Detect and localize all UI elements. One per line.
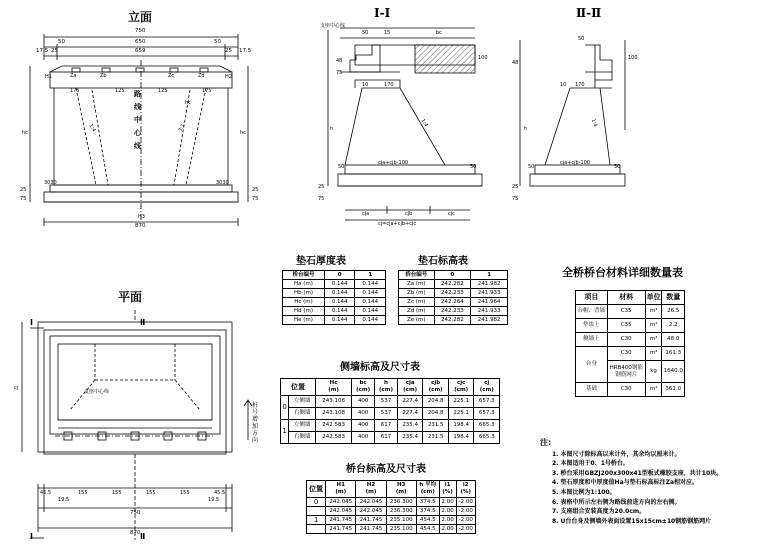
table-cell: 617 (375, 432, 398, 444)
plan-dim-155-3: 155 (146, 490, 156, 496)
elev-label-zc: Zc (168, 73, 175, 79)
table-cell: 241.982 (471, 280, 508, 289)
table-cell: 225.1 (448, 396, 474, 408)
table-cell: 242.583 (316, 420, 352, 432)
note-item: 6. 表格中所示左右侧为路线前进方向的左右侧。 (552, 498, 681, 506)
table-cell: 2.00 (439, 525, 456, 534)
table-row (307, 498, 476, 507)
elev-slope-right: 3:1 (177, 123, 187, 133)
table-cell: 0.144 (355, 298, 386, 307)
table-cell: 204.8 (423, 396, 449, 408)
table-cell: 235.4 (397, 420, 423, 432)
table-cell: m³ (645, 319, 662, 333)
table-cell: 侧墙上 (576, 333, 608, 347)
elev-label-hc: hc (185, 100, 191, 106)
table-cell: 垫块上 (576, 319, 608, 333)
table-row (283, 289, 386, 298)
material-header: 数量 (662, 291, 685, 305)
sec2-slope: 1:4 (589, 118, 599, 128)
table-cell: 26.5 (662, 305, 685, 319)
table-cell: 665.3 (474, 420, 500, 432)
abut-header: h 平均 (cm) (416, 481, 439, 498)
table-cell: 241.964 (471, 298, 508, 307)
wing-table-title: 侧墙标高及尺寸表 (340, 362, 420, 373)
elev-dim-50-left: 50 (58, 39, 65, 45)
table-row (281, 408, 500, 420)
sec1-side-25: 25 (318, 184, 325, 190)
wing-header: h (cm) (375, 379, 398, 396)
sec1-bottom-total: cj=cja+cjb+cjc (378, 221, 417, 227)
table-row (576, 333, 685, 347)
wing-header: bc (cm) (352, 379, 375, 396)
abut-header: i2 (%) (456, 481, 475, 498)
section-1-view (328, 28, 482, 220)
table-cell: 0.144 (324, 307, 355, 316)
elevation-title: 立面 (128, 10, 153, 24)
table-cell: HRB400钢筋 钢筋网片 (607, 361, 645, 383)
elev-dim-17.5-right: 17.5 (239, 48, 252, 54)
pad-thickness-header: 0 (324, 271, 355, 280)
table-cell: 400 (352, 420, 375, 432)
elev-side-25-right: 25 (252, 187, 259, 193)
table-cell: 2.2 (662, 319, 685, 333)
plan-arrow-label: 桩号增加方向 (252, 402, 259, 444)
table-cell: 537 (375, 408, 398, 420)
elev-label-zd: Zd (198, 73, 205, 79)
table-cell (307, 507, 326, 516)
table-cell: 1 (307, 516, 326, 525)
abut-header: H2 (m) (356, 481, 386, 498)
table-cell: 右侧墙 (289, 408, 316, 420)
table-cell: m³ (645, 333, 662, 347)
plan-dim-155-4: 155 (180, 490, 190, 496)
table-cell: 241.933 (471, 307, 508, 316)
plan-section-mark-1-top: Ⅰ (30, 318, 33, 327)
table-cell: C35 (607, 319, 645, 333)
table-cell: -2.00 (456, 516, 475, 525)
plan-section-mark-2-top: Ⅱ (140, 318, 146, 327)
table-cell: 242.233 (434, 307, 471, 316)
note-item: 8. U台台身及侧墙外表面设置15x15cm±10钢筋钢筋网片 (552, 517, 712, 525)
sec1-slope: 1:4 (419, 118, 429, 128)
plan-title: 平面 (118, 290, 143, 304)
elev-label-za: Za (70, 73, 77, 79)
sec2-dim-100: 100 (628, 55, 638, 61)
sec1-dim-100: 100 (478, 55, 488, 61)
abut-table (306, 480, 476, 534)
table-cell: 0.144 (355, 289, 386, 298)
table-cell: 242.264 (434, 298, 471, 307)
table-cell: 241.933 (471, 289, 508, 298)
table-cell: Hc (m) (283, 298, 325, 307)
elev-dim-25-left: 25 (51, 48, 58, 54)
wing-header: cja (cm) (397, 379, 423, 396)
pad-elev-header: 桥台编号 (399, 271, 435, 280)
table-cell: C30 (607, 333, 645, 347)
notes-heading: 注: (540, 438, 552, 447)
table-cell: 1 (281, 420, 289, 444)
sec1-dim-48: 48 (336, 58, 343, 64)
table-cell: 0.144 (324, 298, 355, 307)
table-cell: 2.00 (439, 507, 456, 516)
sec1-dim-h: h (330, 126, 334, 132)
table-cell: 台帽、背墙 (576, 305, 608, 319)
sec1-dim-15: 15 (384, 30, 391, 36)
table-cell: 48.0 (662, 333, 685, 347)
table-cell: 235.100 (386, 516, 416, 525)
plan-view (22, 310, 252, 540)
table-cell: 361.0 (662, 383, 685, 397)
table-cell: Hd (m) (283, 307, 325, 316)
table-cell: 235.100 (386, 525, 416, 534)
elev-dim-50-right: 50 (214, 39, 221, 45)
table-cell: Zb (m) (399, 289, 435, 298)
table-cell: 基础 (576, 383, 608, 397)
table-cell: 227.4 (397, 408, 423, 420)
table-cell: 231.5 (423, 420, 449, 432)
elev-side-75-right: 75 (252, 196, 259, 202)
elev-label-h3: H3 (138, 214, 145, 220)
pad-thickness-header: 1 (355, 271, 386, 280)
table-cell: 242.045 (356, 498, 386, 507)
table-cell: 台身 (576, 347, 608, 383)
elev-dim-17.5-left: 17.5 (36, 48, 49, 54)
elev-dim-750: 750 (135, 28, 146, 34)
table-cell: Zc (m) (399, 298, 435, 307)
material-table (575, 290, 685, 397)
table-cell: 0.144 (324, 289, 355, 298)
table-row (576, 305, 685, 319)
note-item: 2. 本图适用于0、1号桥台。 (552, 460, 629, 468)
sec1-dim-50: 50 (362, 30, 369, 36)
elev-dim-3030-right: 3030 (216, 180, 229, 186)
table-cell: 657.3 (474, 396, 500, 408)
table-row (281, 396, 500, 408)
notes-block (540, 438, 722, 526)
sec1-bottom-cjb: cjb (405, 211, 413, 217)
table-cell: 657.3 (474, 408, 500, 420)
plan-dim-155-2: 155 (112, 490, 122, 496)
sec1-dim-50-left: 50 (338, 164, 345, 170)
wing-table (280, 378, 500, 444)
plan-dim-19.5-right: 19.5 (208, 497, 220, 503)
sec2-side-25: 25 (512, 184, 519, 190)
sec2-cja-cjb: cja+cjb-100 (560, 160, 591, 166)
wing-header: cjb (cm) (423, 379, 449, 396)
plan-dim-45.5-left: 45.5 (40, 490, 52, 496)
table-row (399, 307, 508, 316)
plan-section-mark-2-bottom: Ⅱ (140, 532, 146, 541)
table-cell: 0 (307, 498, 326, 507)
table-cell: C30 (607, 347, 645, 361)
sec2-dim-10: 10 (560, 82, 567, 88)
elev-side-25-left: 25 (20, 187, 27, 193)
pad-elev-header: 1 (471, 271, 508, 280)
material-header: 单位 (645, 291, 662, 305)
elev-dim-125-left: 125 (115, 88, 125, 94)
sec2-side-75: 75 (512, 196, 519, 202)
sec1-cja-cjb: cja+cjb-100 (378, 160, 409, 166)
note-item: 7. 支座组合安装高度为20.0cm。 (552, 508, 646, 516)
table-cell: He (m) (283, 316, 325, 325)
table-cell: 236.300 (386, 498, 416, 507)
table-cell: 665.3 (474, 432, 500, 444)
plan-dim-750: 750 (130, 510, 141, 516)
sec1-bottom-cjc: cjc (448, 211, 455, 217)
section-2-title: Ⅱ-Ⅱ (576, 6, 602, 20)
table-cell: 198.4 (448, 432, 474, 444)
elev-dim-hc-left: hc (22, 130, 28, 136)
elev-dim-650: 650 (135, 39, 146, 45)
table-row (283, 298, 386, 307)
table-row (281, 420, 500, 432)
elev-dim-870: 870 (135, 223, 146, 229)
table-cell: 左侧墙 (289, 420, 316, 432)
plan-dim-870: 870 (130, 530, 141, 536)
table-cell: m³ (645, 305, 662, 319)
elev-slope-left: 1:4 (87, 123, 97, 133)
table-cell: m³ (645, 347, 662, 361)
table-row (399, 316, 508, 325)
table-row (399, 280, 508, 289)
abut-header: 位置 (307, 481, 326, 498)
table-cell: 0.144 (324, 316, 355, 325)
plan-dim-155-1: 155 (78, 490, 88, 496)
sec1-dim-75: 75 (336, 70, 343, 76)
elev-dim-175-right: 175 (202, 88, 212, 94)
table-cell: 400 (352, 396, 375, 408)
table-cell: 374.5 (416, 498, 439, 507)
table-cell: 242.282 (434, 316, 471, 325)
table-row (283, 280, 386, 289)
table-cell: 198.4 (448, 420, 474, 432)
table-row (281, 432, 500, 444)
abut-table-title: 桥台标高及尺寸表 (346, 464, 426, 475)
pad-elev-header: 0 (434, 271, 471, 280)
table-cell: 0.144 (355, 316, 386, 325)
table-cell: 236.300 (386, 507, 416, 516)
elev-dim-125-right: 125 (158, 88, 168, 94)
section-1-title: Ⅰ-Ⅰ (374, 6, 391, 20)
table-cell: 1640.0 (662, 361, 685, 383)
table-row (576, 383, 685, 397)
material-table-title: 全桥桥台材料详细数量表 (562, 266, 683, 279)
table-cell: 2.00 (439, 516, 456, 525)
table-cell: 454.5 (416, 525, 439, 534)
table-cell: 241.982 (471, 316, 508, 325)
table-cell: 0.144 (355, 280, 386, 289)
plan-bearing-label: 支座中心线 (84, 389, 110, 395)
elev-side-75-left: 75 (20, 196, 27, 202)
table-row (307, 507, 476, 516)
elev-dim-25-right: 25 (225, 48, 232, 54)
table-cell: C35 (607, 305, 645, 319)
table-cell: Ha (m) (283, 280, 325, 289)
sec2-dim-h: h (524, 126, 528, 132)
table-row (399, 298, 508, 307)
sec1-dim-170: 170 (384, 82, 394, 88)
table-cell: 241.745 (356, 525, 386, 534)
table-cell: C30 (607, 383, 645, 397)
table-row (307, 516, 476, 525)
wing-header: cjc (cm) (448, 379, 474, 396)
table-cell: 235.4 (397, 432, 423, 444)
pad-thickness-title: 垫石厚度表 (296, 256, 346, 267)
sec1-dim-50-right: 50 (470, 164, 477, 170)
table-cell: 374.5 (416, 507, 439, 516)
table-cell: 241.745 (356, 516, 386, 525)
table-cell: 242.045 (356, 507, 386, 516)
wing-header: 位置 (281, 379, 316, 396)
sec1-side-75: 75 (318, 196, 325, 202)
sec1-dim-bc: bc (436, 30, 442, 36)
material-header: 材料 (607, 291, 645, 305)
plan-dim-19.5-left: 19.5 (58, 497, 70, 503)
table-cell: -2.00 (456, 498, 475, 507)
table-cell: 左侧墙 (289, 396, 316, 408)
table-cell: 617 (375, 420, 398, 432)
table-cell: Zd (m) (399, 307, 435, 316)
sec1-dim-10: 10 (362, 82, 369, 88)
note-item: 4. 垫石厚度和中厚度值Ha与垫石标高标注Za相对应。 (552, 479, 699, 487)
pad-thickness-table (282, 270, 386, 325)
abut-header: H3 (m) (386, 481, 416, 498)
table-cell: 225.1 (448, 408, 474, 420)
note-item: 3. 桥台采用GBZJ200x300x41型板式橡胶支座，共计10块。 (552, 469, 723, 477)
table-cell: Za (m) (399, 280, 435, 289)
plan-section-mark-1-bottom: Ⅰ (30, 532, 33, 541)
sec1-bottom-cja: cja (362, 211, 370, 217)
elev-dim-3030-left: 3030 (44, 180, 57, 186)
table-cell: 243.108 (316, 408, 352, 420)
table-row (283, 316, 386, 325)
table-row (283, 307, 386, 316)
note-item: 5. 本图比例为1:100。 (552, 488, 616, 496)
sec2-dim-50-left: 50 (528, 164, 535, 170)
table-cell: 242.233 (434, 289, 471, 298)
table-row (307, 525, 476, 534)
table-cell: 右侧墙 (289, 432, 316, 444)
sec2-dim-50-right: 50 (614, 164, 621, 170)
table-row (576, 319, 685, 333)
table-cell (307, 525, 326, 534)
table-cell: 243.108 (316, 396, 352, 408)
elev-dim-175-left: 175 (70, 88, 80, 94)
table-cell: 242.282 (434, 280, 471, 289)
note-item: 1. 本图尺寸除标高以米计外，其余均以厘米计。 (552, 450, 681, 458)
sec2-dim-50: 50 (578, 36, 585, 42)
material-header: 项目 (576, 291, 608, 305)
table-cell: kg (645, 361, 662, 383)
table-cell: 0.144 (355, 307, 386, 316)
table-cell: 161.3 (662, 347, 685, 361)
elev-centerline-label: 路线中心线 (134, 90, 141, 150)
table-cell: 2.00 (439, 498, 456, 507)
elev-label-h1: H1 (45, 74, 52, 80)
abut-header: H1 (m) (326, 481, 356, 498)
pad-elev-table (398, 270, 508, 325)
sec2-dim-170: 170 (575, 82, 585, 88)
sec1-bearing-label: 支座中心线 (320, 23, 346, 29)
pad-elev-title: 垫石标高表 (418, 256, 468, 267)
table-cell: 227.4 (397, 396, 423, 408)
table-cell: 204.8 (423, 408, 449, 420)
pad-thickness-header: 桥台编号 (283, 271, 325, 280)
table-cell: 400 (352, 432, 375, 444)
table-cell: 242.583 (316, 432, 352, 444)
table-row (399, 289, 508, 298)
abut-header: i1 (%) (439, 481, 456, 498)
table-cell: 454.5 (416, 516, 439, 525)
table-cell: Ze (m) (399, 316, 435, 325)
table-cell: 241.745 (326, 525, 356, 534)
table-cell: -2.00 (456, 507, 475, 516)
table-row (576, 347, 685, 361)
elev-dim-hc-right: hc (240, 130, 246, 136)
table-cell: 242.045 (326, 498, 356, 507)
elev-dim-659: 659 (135, 48, 146, 54)
table-cell: 242.045 (326, 507, 356, 516)
table-cell: 241.745 (326, 516, 356, 525)
table-cell: 537 (375, 396, 398, 408)
table-cell: 400 (352, 408, 375, 420)
table-cell: -2.00 (456, 525, 475, 534)
sec2-dim-48: 48 (512, 60, 519, 66)
wing-header: cj (cm) (474, 379, 500, 396)
plan-dim-45.5-right: 45.5 (214, 490, 226, 496)
elev-label-h2: H2 (225, 74, 232, 80)
plan-side-cj: cj (14, 385, 19, 391)
table-cell: Hb (m) (283, 289, 325, 298)
elev-label-zb: Zb (100, 73, 107, 79)
table-cell: 0.144 (324, 280, 355, 289)
table-cell: 231.5 (423, 432, 449, 444)
table-cell: m³ (645, 383, 662, 397)
table-cell: 0 (281, 396, 289, 420)
wing-header: Hc (m) (316, 379, 352, 396)
